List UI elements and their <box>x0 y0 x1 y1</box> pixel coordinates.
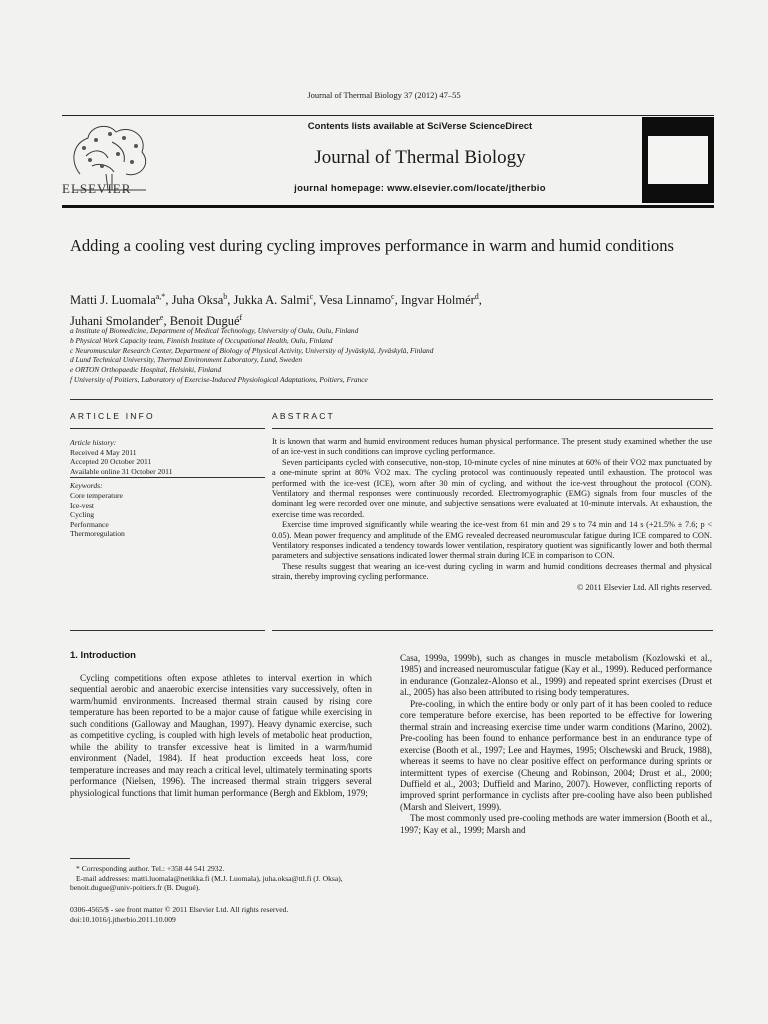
affiliations <box>70 326 700 385</box>
article-info <box>70 438 265 539</box>
body-column-right <box>400 653 712 836</box>
history-label: Article history: <box>70 438 117 447</box>
running-head: Journal of Thermal Biology 37 (2012) 47–55 <box>307 90 461 100</box>
affiliation-item: b Physical Work Capacity team, Finnish Institute of Occupational Health, Oulu, Finland <box>70 335 333 345</box>
body-paragraph: The most commonly used pre-cooling methods are water immersion (Booth et al., 1997; Kay et al., 1999; Marsh and <box>400 813 712 835</box>
affiliation-item: c Neuromuscular Research Center, Department of Biology of Physical Activity, University of Jyväskylä, Jyväskylä, Finland <box>70 345 434 355</box>
article-authors: Matti J. Luomala$^{a,*}$, Juha Oksa$^b$, Jukka A. Salmi$^c$, Vesa Linnamo$^c$, Ingvar Holmér$^d$, Juhani Smolander$^e$, Benoit Dugué$^f$ <box>70 292 482 329</box>
body-column-left <box>70 673 372 799</box>
abstract-copyright: © 2011 Elsevier Ltd. All rights reserved. <box>576 582 712 592</box>
affiliation-item: f University of Poitiers, Laboratory of Exercise-Induced Physiological Adaptations, Poitiers, France <box>70 374 368 384</box>
info-bottom-rule <box>70 630 265 631</box>
abstract-rule <box>272 428 713 429</box>
journal-title: Journal of Thermal Biology <box>314 147 526 168</box>
history-item: Accepted 20 October 2011 <box>70 457 152 467</box>
keyword: Core temperature <box>70 490 123 500</box>
abstract-paragraph: These results suggest that wearing an ice-vest during cycling in warm and humid conditions decreases thermal and physical strain, thereby improving cycling performance. <box>272 561 712 582</box>
issn-line: 0306-4565/$ - see front matter © 2011 Elsevier Ltd. All rights reserved. <box>70 905 289 914</box>
info-inner-rule <box>70 477 265 478</box>
affiliation-item: d Lund Technical University, Thermal Environment Laboratory, Lund, Sweden <box>70 355 303 365</box>
body-paragraph: Casa, 1999a, 1999b), such as changes in muscle metabolism (Kozlowski et al., 1985) and increased neuromuscular fatigue (Kay et al., 1999). Reduced performance in endurance (Gonzalez-Alonso et al., 1999) and repeated sprint exercises (Drust et al., 2005) has also been attributed to rising body temperatures. <box>400 653 712 698</box>
abstract-paragraph: Exercise time improved significantly while wearing the ice-vest from 61 min and 29 s to 74 min and 14 s (+21.5% ± 7.6; p < 0.05). Mean power frequency and amplitude of the EMG revealed decreased neuromuscular fatigue during ICE compared to CON. Ventilatory responses indicated a tendency towards lower ventilation, respiratory quotient was significantly lower and both thermal parameters and subjective sensations indicated lower thermal strain during ICE in comparison to CON. <box>272 520 712 561</box>
journal-cover-panel <box>648 136 708 184</box>
body-paragraph: Pre-cooling, in which the entire body or only part of it has been cooled to reduce core temperature before exercise, has been reported to be effective for lowering thermal strain and increasing exercise time under warm conditions (Marino, 2002). Pre-cooling has been found to enhance performance best in an endurance type of exercise (Booth et al., 1997; Lee and Haymes, 1995; Olschewski and Bruck, 1988), whereas it seems to have no clear positive effect on performance during sprints or intermittent types of exercise (Cheung and Robinson, 2004; Drust et al., 2000; Duffield et al., 2003; Duffield and Marino, 2007). However, conflicting reports of improved sprint performance in cyclists after pre-cooling have also been published (Marsh and Sleivert, 1999). <box>400 698 712 812</box>
journal-homepage: journal homepage: www.elsevier.com/locate/jtherbio <box>294 183 546 194</box>
affiliation-item: e ORTON Orthopaedic Hospital, Helsinki, Finland <box>70 365 222 375</box>
publisher-logo: ELSEVIER <box>62 181 132 196</box>
article-title: Adding a cooling vest during cycling improves performance in warm and humid conditions <box>70 236 674 255</box>
keyword: Ice-vest <box>70 500 95 510</box>
body-paragraph: Cycling competitions often expose athletes to interval exertion in which sequential aerobic and anaerobic exercise intensities vary successively, often in warm/humid environments. Increased thermal strain caused by rising core temperature has been reported to be a major cause of fatigue while exercising in such conditions (Galloway and Maughan, 1997). Heavy dynamic exercise, such as competitive cycling, is coupled with high levels of metabolic heat production, while the ability to transfer excessive heat is limited in a warm/humid environment (Nadel, 1984). If heat production exceeds heat loss, core temperature increases and may reach a critical level, ultimately terminating sports performance (Nielsen, 1996). The increased thermal strain triggers several physiological functions that limit human performance (Bergh and Ekblom, 1979; <box>70 673 372 798</box>
affiliation-item: a Institute of Biomedicine, Department of Medical Technology, University of Oulu, Oulu, Finland <box>70 326 359 335</box>
abstract-bottom-rule <box>272 630 713 631</box>
section-heading-introduction: 1. Introduction <box>70 650 136 661</box>
front-matter <box>70 905 372 924</box>
history-item: Received 4 May 2011 <box>70 447 137 457</box>
contents-line: Contents lists available at SciVerse ScienceDirect <box>307 121 533 132</box>
footnote-rule <box>70 858 130 859</box>
abstract-body <box>272 437 712 593</box>
info-rule <box>70 428 265 429</box>
abstract-paragraph: Seven participants cycled with consecutive, non-stop, 10-minute cycles of nine minutes at 60% of their V̇O2 max punctuated by a one-minute sprint at 80% V̇O2 max. The cycling protocol was continuously repeated until exhaustion. The protocol was performed with the ice-vest (ICE), worn after 30 min of cycling, and without the ice-vest throughout the protocol (CON). Ventilatory and thermal responses were continuously recorded. Electromyographic (EMG) signals from four muscles of the dominant leg were recorded over one minute, and subjective sensations were evaluated at 10-minute intervals. At exhaustion, the exercise time was recorded. <box>272 457 712 519</box>
keyword: Performance <box>70 519 109 529</box>
keywords-label: Keywords: <box>70 481 103 491</box>
footnote <box>70 864 372 893</box>
corresponding-author: * Corresponding author. Tel.: +358 44 541 2932. <box>76 864 225 873</box>
abstract-paragraph: It is known that warm and humid environment reduces human physical performance. The present study examined whether the use of an ice-vest in such conditions can improve cycling performance. <box>272 437 712 457</box>
header-bottom-rule <box>62 205 714 208</box>
history-item: Available online 31 October 2011 <box>70 466 173 476</box>
section-rule <box>70 399 713 400</box>
email-addresses: E-mail addresses: matti.luomala@netikka.fi (M.J. Luomala), juha.oksa@ttl.fi (J. Oksa), benoit.dugue@univ-poitiers.fr (B. Dugué). <box>70 873 343 893</box>
doi-line: doi:10.1016/j.jtherbio.2011.10.009 <box>70 914 176 924</box>
abstract-heading: ABSTRACT <box>272 411 335 421</box>
keyword: Thermoregulation <box>70 529 125 539</box>
article-info-heading: ARTICLE INFO <box>70 411 155 421</box>
keyword: Cycling <box>70 510 95 520</box>
